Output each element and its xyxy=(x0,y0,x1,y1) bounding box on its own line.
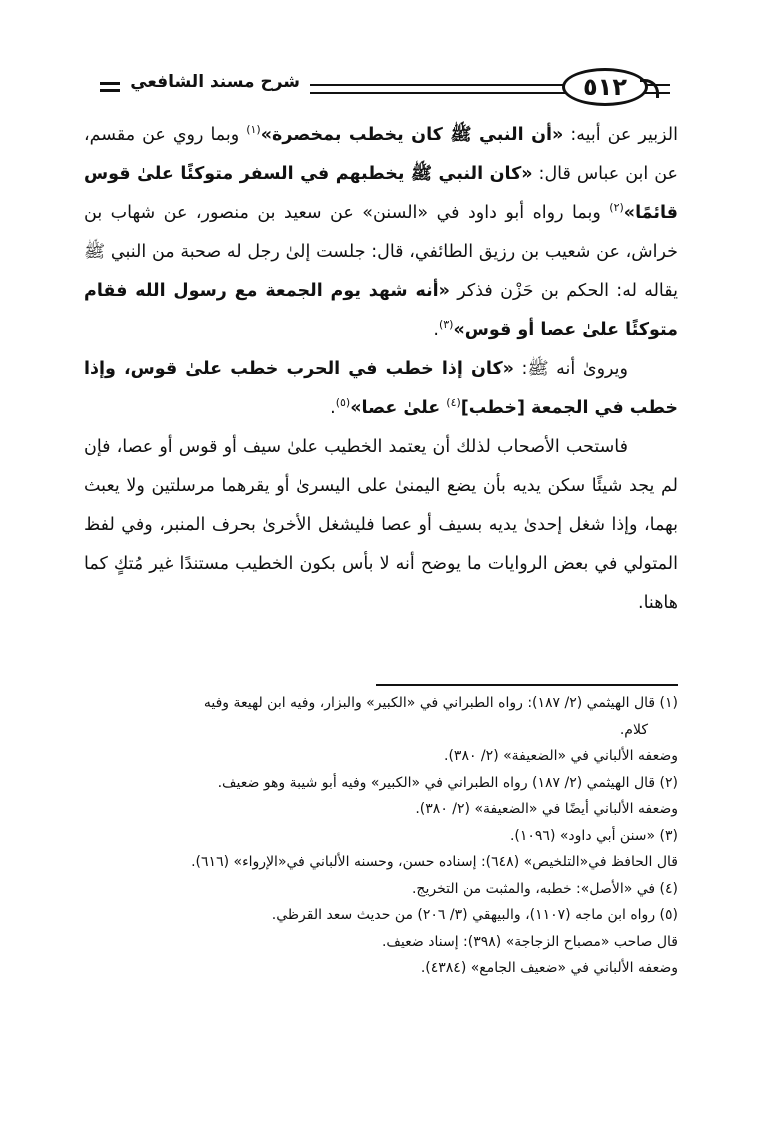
text-run: . xyxy=(330,398,336,418)
header-ornament xyxy=(100,82,120,92)
text-run: وبما رواه أبو داود في «السنن» عن سعيد بن منصور، عن شهاب بن خراش، عن شعيب بن رزيق الطائفي، قال: جلست إلىٰ رجل له صحبة من النبي ﷺ يقاله له: الحكم بن حَزْن فذكر xyxy=(84,203,678,301)
footnote-ref: (٥) xyxy=(335,396,351,410)
footnote-5-note-2: وضعفه الألباني في «ضعيف الجامع» (٤٣٨٤). xyxy=(420,960,678,976)
running-title: شرح مسند الشافعي xyxy=(130,72,300,92)
footnote-1-continuation: كلام. xyxy=(619,721,648,738)
text-run: وبما روي عن مقسم، عن ابن عباس قال: xyxy=(84,125,678,184)
hadith-quote: «أن النبي ﷺ كان يخطب بمخصرة» xyxy=(260,125,564,145)
footnote-ref: (٣) xyxy=(438,318,454,332)
footnote-3-note: قال الحافظ في«التلخيص» (٦٤٨): إسناده حسن، وحسنه الألباني في«الإرواء» (٦١٦). xyxy=(191,854,678,870)
footnote-ref: (١) xyxy=(246,123,261,137)
text-run: ويروىٰ أنه ﷺ: xyxy=(513,359,629,379)
footnote-ref: (٤) xyxy=(446,396,461,410)
hadith-quote: علىٰ عصا» xyxy=(350,398,447,418)
hadith-quote: «أنه شهد يوم الجمعة مع رسول الله فقام متوكئًا علىٰ عصا أو قوس» xyxy=(84,281,678,340)
hadith-quote: «كان النبي ﷺ يخطبهم في السفر متوكئًا علىٰ قوس قائمًا» xyxy=(84,164,678,223)
footnotes xyxy=(84,690,678,982)
footnote-1-note: وضعفه الألباني في «الضعيفة» (٢/ ٣٨٠). xyxy=(444,748,678,764)
header-rule-right xyxy=(645,84,670,94)
paragraph-3: فاستحب الأصحاب لذلك أن يعتمد الخطيب علىٰ سيف أو قوس أو عصا، فإن لم يجد شيئًا سكن يديه بأن يضع اليمنىٰ على اليسرىٰ أو يقرهما مرسلتين ولا يعبث بهما، وإذا شغل إحدىٰ يديه بسيف أو عصا فليشغل الأخرىٰ بحرف المنبر، وفي لفظ المتولي في بعض الروايات ما يوضح أنه لا بأس بكون الخطيب مستندًا غير مُتكٍ كما هاهنا. xyxy=(84,437,678,613)
footnote-2-note: وضعفه الألباني أيضًا في «الضعيفة» (٢/ ٣٨٠). xyxy=(415,801,678,817)
page-header xyxy=(70,68,670,112)
hadith-quote: «كان إذا خطب في الحرب خطب علىٰ قوس، وإذا خطب في الجمعة [خطب] xyxy=(84,359,678,418)
text-run: الزبير عن أبيه: xyxy=(563,125,678,145)
paragraph-1 xyxy=(84,116,678,350)
main-text xyxy=(84,116,678,623)
footnote-3: (٣) «سنن أبي داود» (١٠٩٦). xyxy=(509,827,678,844)
footnote-5-note: قال صاحب «مصباح الزجاجة» (٣٩٨): إسناد ضعيف. xyxy=(381,933,678,950)
footnote-4: (٤) في «الأصل»: خطبه، والمثبت من التخريج. xyxy=(411,880,678,897)
text-run: . xyxy=(433,320,439,340)
page-number: ٥١٢ xyxy=(583,73,627,101)
paragraph-2 xyxy=(84,350,678,428)
page-number-badge xyxy=(562,68,648,106)
footnote-1: (١) قال الهيثمي (٢/ ١٨٧): رواه الطبراني في «الكبير» والبزار، وفيه ابن لهيعة وفيه xyxy=(203,695,678,711)
footnote-separator xyxy=(376,684,678,686)
footnote-2: (٢) قال الهيثمي (٢/ ١٨٧) رواه الطبراني في «الكبير» وفيه أبو شيبة وهو ضعيف. xyxy=(217,774,678,791)
footnote-ref: (٢) xyxy=(609,201,624,215)
footnote-5: (٥) رواه ابن ماجه (١١٠٧)، والبيهقي (٣/ ٢٠٦) من حديث سعد القرظي. xyxy=(271,907,678,923)
